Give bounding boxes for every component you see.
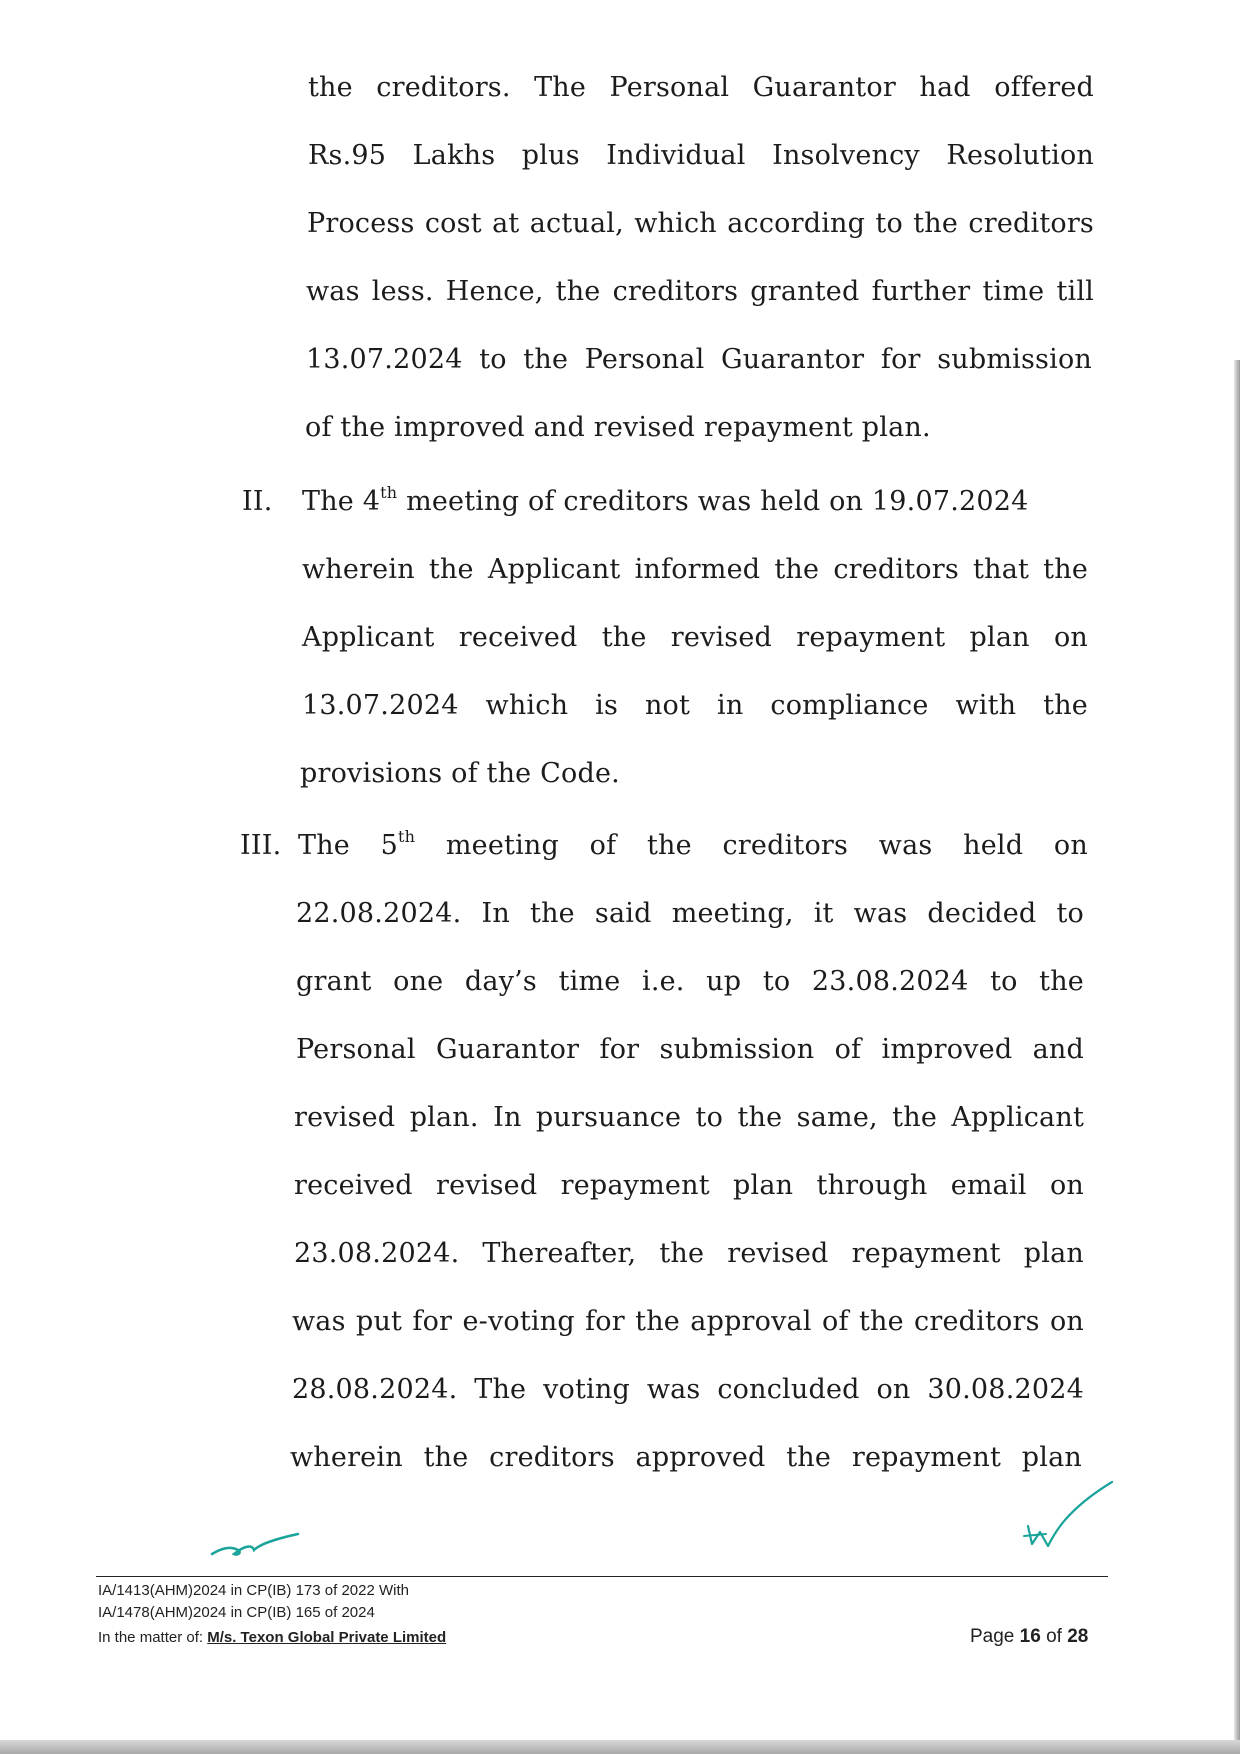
page-mid: of: [1040, 1626, 1068, 1647]
signature-right-icon: [1020, 1474, 1120, 1554]
text-line: was put for e-voting for the approval of the creditors on: [292, 1306, 1084, 1337]
text-line: Applicant received the revised repayment plan on: [302, 622, 1088, 653]
text-span: [302, 484, 1029, 520]
text-line: wherein the creditors approved the repayment plan: [290, 1442, 1082, 1473]
text-line: the creditors. The Personal Guarantor had offered: [308, 72, 1094, 103]
footer-matter-line: [98, 1627, 446, 1649]
page-prefix: Page: [970, 1626, 1020, 1647]
superscript: th: [398, 827, 416, 846]
signature-left-icon: [208, 1526, 304, 1560]
text-line: 13.07.2024 which is not in compliance with the: [302, 690, 1088, 721]
list-item-first-line: [302, 484, 1088, 520]
superscript: th: [380, 483, 398, 502]
footer-case-line-1: IA/1413(AHM)2024 in CP(IB) 173 of 2022 With: [98, 1582, 409, 1599]
text-line: Rs.95 Lakhs plus Individual Insolvency Resolution: [308, 140, 1094, 171]
list-item-first-line: [298, 828, 1088, 864]
word: on: [1053, 830, 1088, 861]
scan-edge-bottom: [0, 1740, 1240, 1754]
page-total: 28: [1067, 1626, 1089, 1647]
word: 5th: [380, 827, 416, 861]
text-line: grant one day’s time i.e. up to 23.08.2024 to the: [296, 966, 1084, 997]
word: creditors: [722, 830, 849, 861]
word: meeting: [445, 830, 559, 861]
text-line: wherein the Applicant informed the creditors that the: [302, 554, 1088, 585]
word: held: [963, 830, 1024, 861]
text-span: meeting of creditors was held on 19.07.2024: [397, 486, 1029, 517]
word: The: [298, 830, 350, 861]
footer-case-line-2: IA/1478(AHM)2024 in CP(IB) 165 of 2024: [98, 1604, 375, 1621]
footer-matter-prefix: In the matter of:: [98, 1629, 208, 1646]
text-line: provisions of the Code.: [300, 758, 620, 789]
page-current: 16: [1019, 1626, 1041, 1647]
text-span: [298, 828, 1088, 864]
word: was: [878, 830, 933, 861]
text-line: Process cost at actual, which according to the creditors: [307, 208, 1094, 239]
text-line: 22.08.2024. In the said meeting, it was decided to: [296, 898, 1084, 929]
list-marker: III.: [240, 830, 282, 861]
text-line: 28.08.2024. The voting was concluded on 30.08.2024: [292, 1374, 1084, 1405]
footer-company-name: M/s. Texon Global Private Limited: [207, 1629, 447, 1646]
text-line: was less. Hence, the creditors granted further time till: [306, 276, 1094, 307]
list-marker: II.: [242, 486, 273, 517]
page-number: [970, 1626, 1088, 1648]
text-line: 13.07.2024 to the Personal Guarantor for submission: [306, 344, 1092, 375]
text-line: of the improved and revised repayment plan.: [305, 412, 931, 443]
word: of: [589, 830, 617, 861]
text-line: received revised repayment plan through email on: [294, 1170, 1084, 1201]
text-line: 23.08.2024. Thereafter, the revised repayment plan: [294, 1238, 1084, 1269]
footer-divider: [96, 1576, 1108, 1577]
text-span: The 4: [302, 486, 381, 517]
text-line: Personal Guarantor for submission of improved and: [296, 1034, 1084, 1065]
text-line: revised plan. In pursuance to the same, the Applicant: [294, 1102, 1084, 1133]
word: the: [646, 830, 692, 861]
scan-edge-right: [1234, 360, 1240, 1754]
